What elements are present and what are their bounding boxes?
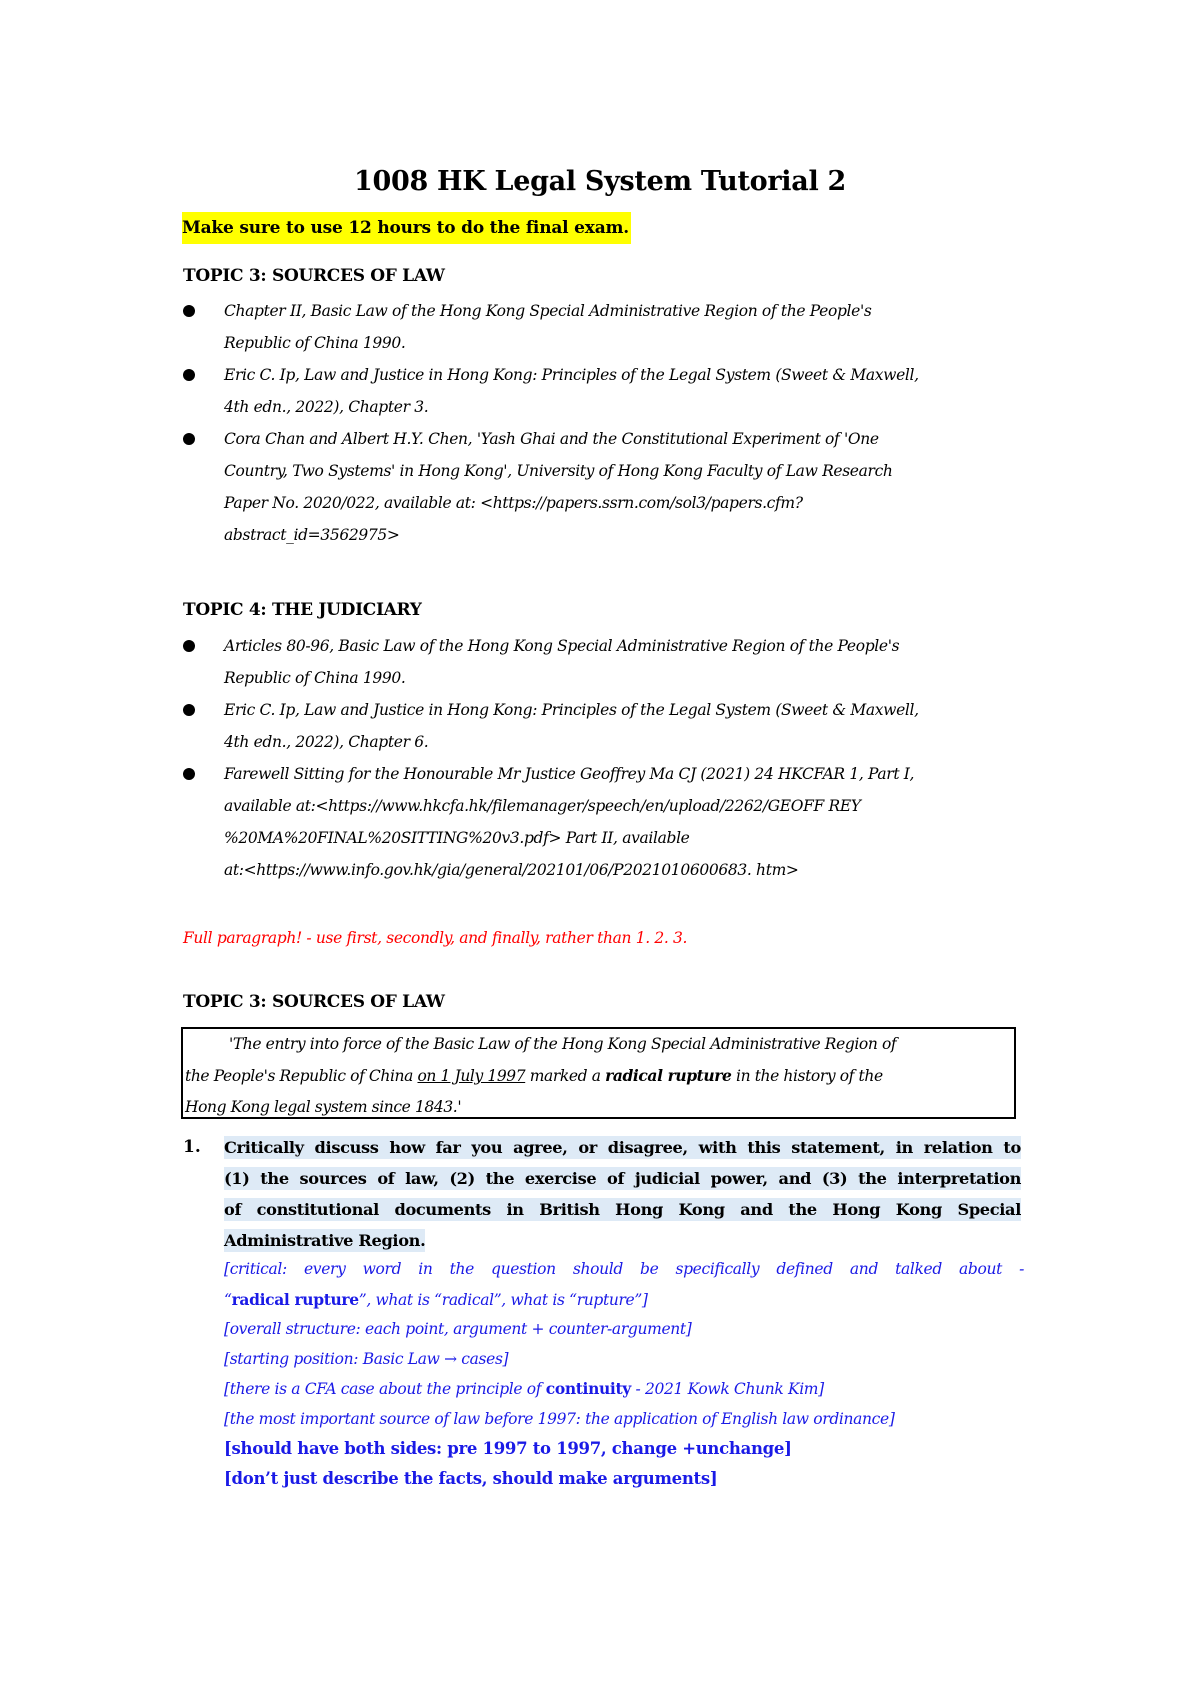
- note-line: [overall structure: each point, argument + counter-argument]: [224, 1320, 692, 1338]
- reading-link[interactable]: available at:<https://www.hkcfa.hk/filemanager/speech/en/upload/2262/GEOFF REY: [224, 797, 861, 815]
- note-line: [224, 1374, 1024, 1405]
- note-bold-phrase: radical rupture: [231, 1289, 359, 1309]
- question-number: 1.: [183, 1137, 201, 1157]
- reading-link[interactable]: %20MA%20FINAL%20SITTING%20v3.pdf> Part II, available: [224, 829, 690, 847]
- reading-text: 4th edn., 2022), Chapter 6.: [224, 733, 429, 751]
- note-line: [the most important source of law before 1997: the application of English law ordinance]: [224, 1409, 895, 1428]
- reading-text: 4th edn., 2022), Chapter 3.: [224, 398, 429, 416]
- red-instruction-note: Full paragraph! - use first, secondly, and finally, rather than 1. 2. 3.: [183, 929, 688, 947]
- reading-text: Farewell Sitting for the Honourable Mr Justice Geoffrey Ma CJ (2021) 24 HKCFAR 1, Part I,: [224, 765, 915, 783]
- reading-item: [183, 694, 1033, 758]
- document-title: 1008 HK Legal System Tutorial 2: [354, 166, 846, 197]
- reading-text: Cora Chan and Albert H.Y. Chen, 'Yash Ghai and the Constitutional Experiment of 'One: [224, 430, 879, 448]
- quote-line: [185, 1060, 1014, 1092]
- highlighted-notice: Make sure to use 12 hours to do the final exam.: [182, 212, 631, 244]
- reading-text: Country, Two Systems' in Hong Kong', University of Hong Kong Faculty of Law Research: [224, 462, 893, 480]
- reading-item: [183, 758, 1033, 886]
- topic4-reading-list: [183, 630, 1033, 886]
- tutor-notes: [224, 1255, 1024, 1493]
- reading-text: Articles 80-96, Basic Law of the Hong Kong Special Administrative Region of the People's: [224, 637, 900, 655]
- note-line: [224, 1285, 1024, 1316]
- reading-item: [183, 423, 1033, 551]
- note-text: ”, what is “radical”, what is “rupture”]: [358, 1290, 648, 1309]
- reading-text: Republic of China 1990.: [224, 669, 406, 687]
- reading-text: Eric C. Ip, Law and Justice in Hong Kong: Principles of the Legal System (Sweet & Maxwell,: [224, 701, 919, 719]
- topic3-readings-heading: TOPIC 3: SOURCES OF LAW: [183, 266, 445, 286]
- quoted-statement-box: [181, 1027, 1016, 1119]
- quote-text: in the history of the: [731, 1067, 883, 1085]
- reading-item: [183, 295, 1033, 359]
- reading-link[interactable]: abstract_id=3562975>: [224, 526, 400, 544]
- reading-text: Chapter II, Basic Law of the Hong Kong Special Administrative Region of the People's: [224, 302, 872, 320]
- topic3-reading-list: [183, 295, 1033, 551]
- note-line: [starting position: Basic Law → cases]: [224, 1349, 509, 1368]
- quote-underlined-date: on 1 July 1997: [417, 1067, 526, 1085]
- question-line: Critically discuss how far you agree, or disagree, with this statement, in relation to: [224, 1138, 1021, 1157]
- reading-text: Eric C. Ip, Law and Justice in Hong Kong: Principles of the Legal System (Sweet & Maxwell,: [224, 366, 919, 384]
- note-line-bold: [don’t just describe the facts, should make arguments]: [224, 1468, 718, 1488]
- reading-text: Republic of China 1990.: [224, 334, 406, 352]
- note-text: “: [224, 1290, 232, 1309]
- note-line-bold: [should have both sides: pre 1997 to 1997, change +unchange]: [224, 1439, 792, 1458]
- bullet-icon: [183, 704, 195, 716]
- note-bold-phrase: continuity: [545, 1379, 631, 1398]
- quote-line: [185, 1092, 1014, 1123]
- note-line: [critical: every word in the question should be specifically defined and talked about -: [224, 1260, 1024, 1278]
- reading-item: [183, 630, 1033, 694]
- question-line: (1) the sources of law, (2) the exercise of judicial power, and (3) the interpretation: [224, 1169, 1021, 1188]
- question-line: of constitutional documents in British Hong Kong and the Hong Kong Special: [224, 1200, 1021, 1219]
- question-text: [224, 1132, 1021, 1256]
- question-line: Administrative Region.: [224, 1231, 426, 1250]
- note-text: - 2021 Kowk Chunk Kim]: [630, 1380, 824, 1398]
- note-text: [there is a CFA case about the principle of: [224, 1380, 546, 1398]
- reading-link[interactable]: Paper No. 2020/022, available at: <https://papers.ssrn.com/sol3/papers.cfm?: [224, 494, 803, 512]
- bullet-icon: [183, 768, 195, 780]
- bullet-icon: [183, 369, 195, 381]
- topic4-readings-heading: TOPIC 4: THE JUDICIARY: [183, 600, 422, 620]
- quote-text: Hong Kong legal system since 1843.': [185, 1098, 462, 1116]
- quote-bold-phrase: radical rupture: [605, 1066, 732, 1085]
- bullet-icon: [183, 305, 195, 317]
- reading-link[interactable]: at:<https://www.info.gov.hk/gia/general/202101/06/P2021010600683. htm>: [224, 861, 799, 879]
- reading-item: [183, 359, 1033, 423]
- quote-text: 'The entry into force of the Basic Law of the Hong Kong Special Administrative Region of: [229, 1035, 897, 1053]
- quote-text: the People's Republic of China: [185, 1067, 418, 1085]
- quote-line: [185, 1029, 1014, 1060]
- topic3-question-heading: TOPIC 3: SOURCES OF LAW: [183, 992, 445, 1012]
- quote-text: marked a: [525, 1067, 606, 1085]
- bullet-icon: [183, 433, 195, 445]
- bullet-icon: [183, 640, 195, 652]
